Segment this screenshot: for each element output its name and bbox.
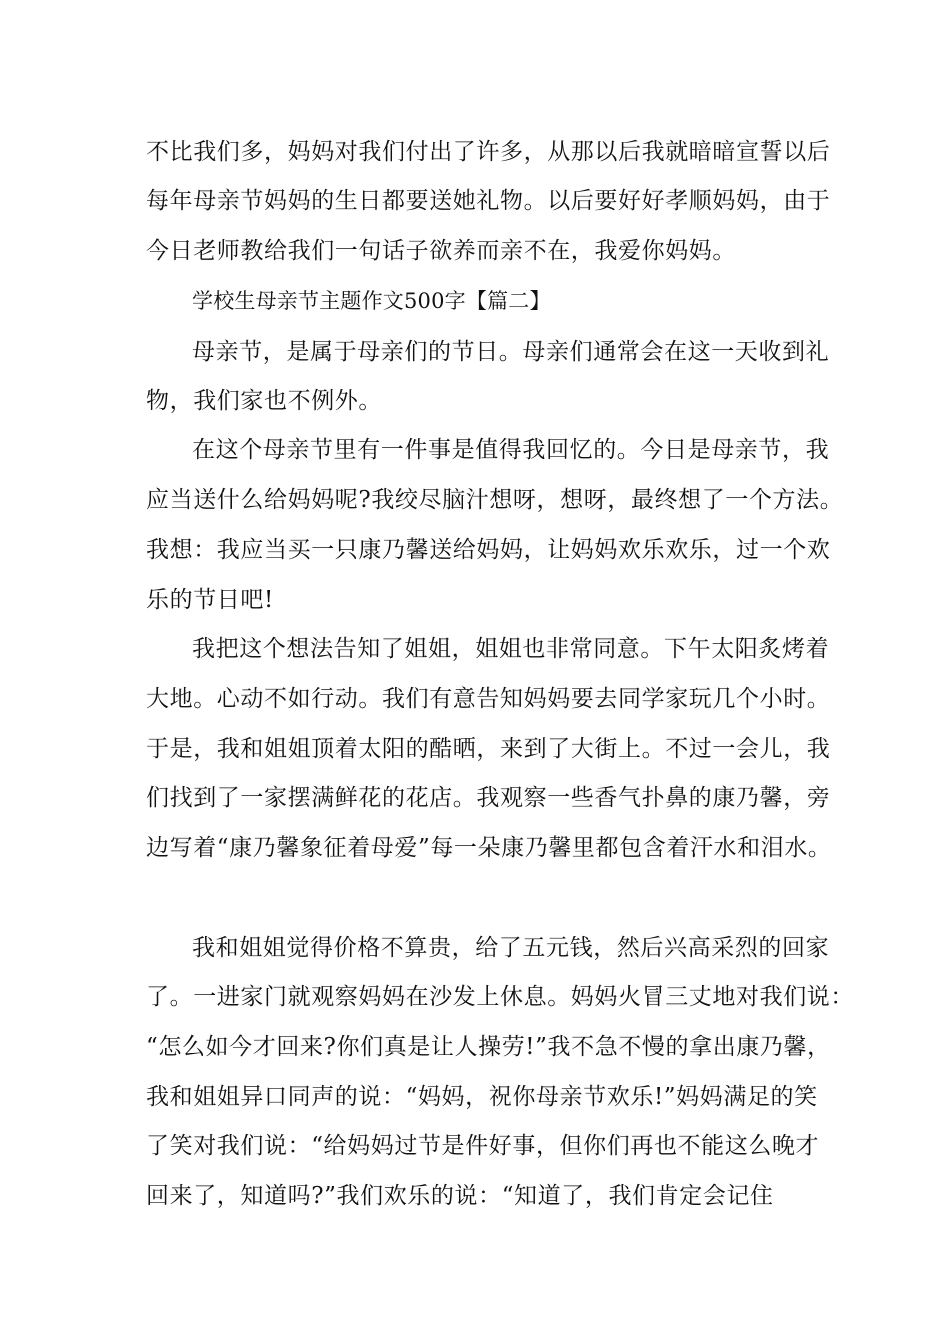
text-line: 我和姐姐觉得价格不算贵，给了五元钱，然后兴高采烈的回家 (192, 935, 830, 961)
text-line: 母亲节，是属于母亲们的节日。母亲们通常会在这一天收到礼 (192, 339, 830, 365)
text-line: 了。一进家门就观察妈妈在沙发上休息。妈妈火冒三丈地对我们说： (146, 984, 854, 1010)
text-line: 今日老师教给我们一句话子欲养而亲不在，我爱你妈妈。 (146, 238, 736, 264)
text-line: 在这个母亲节里有一件事是值得我回忆的。今日是母亲节，我 (192, 437, 830, 463)
text-line: 边写着“康乃馨象征着母爱”每一朵康乃馨里都包含着汗水和泪水。 (146, 835, 832, 861)
text-line: 我和姐姐异口同声的说：“妈妈，祝你母亲节欢乐!”妈妈满足的笑 (146, 1084, 818, 1110)
text-line: 大地。心动不如行动。我们有意告知妈妈要去同学家玩几个小时。 (146, 686, 831, 712)
text-line: 我把这个想法告知了姐姐，姐姐也非常同意。下午太阳炙烤着 (192, 636, 830, 662)
text-line: 于是，我和姐姐顶着太阳的酷晒，来到了大街上。不过一会儿，我 (146, 736, 831, 762)
text-line: 回来了，知道吗?”我们欢乐的说：“知道了，我们肯定会记住 (146, 1183, 774, 1209)
text-line: 每年母亲节妈妈的生日都要送她礼物。以后要好好孝顺妈妈，由于 (146, 188, 831, 214)
text-line: 不比我们多，妈妈对我们付出了许多，从那以后我就暗暗宣誓以后 (146, 139, 831, 165)
text-line: 物，我们家也不例外。 (146, 388, 382, 414)
text-line: 我想：我应当买一只康乃馨送给妈妈，让妈妈欢乐欢乐，过一个欢 (146, 537, 831, 563)
section-heading: 学校生母亲节主题作文500字【篇二】 (192, 289, 551, 313)
text-line: 应当送什么给妈妈呢?我绞尽脑汁想呀，想呀，最终想了一个方法。 (146, 487, 844, 513)
text-line: 乐的节日吧! (146, 587, 274, 613)
text-line: 了笑对我们说：“给妈妈过节是件好事，但你们再也不能这么晚才 (146, 1133, 820, 1159)
text-line: 们找到了一家摆满鲜花的花店。我观察一些香气扑鼻的康乃馨，旁 (146, 785, 831, 811)
text-line: “怎么如今才回来?你们真是让人操劳!”我不急不慢的拿出康乃馨， (146, 1034, 831, 1060)
